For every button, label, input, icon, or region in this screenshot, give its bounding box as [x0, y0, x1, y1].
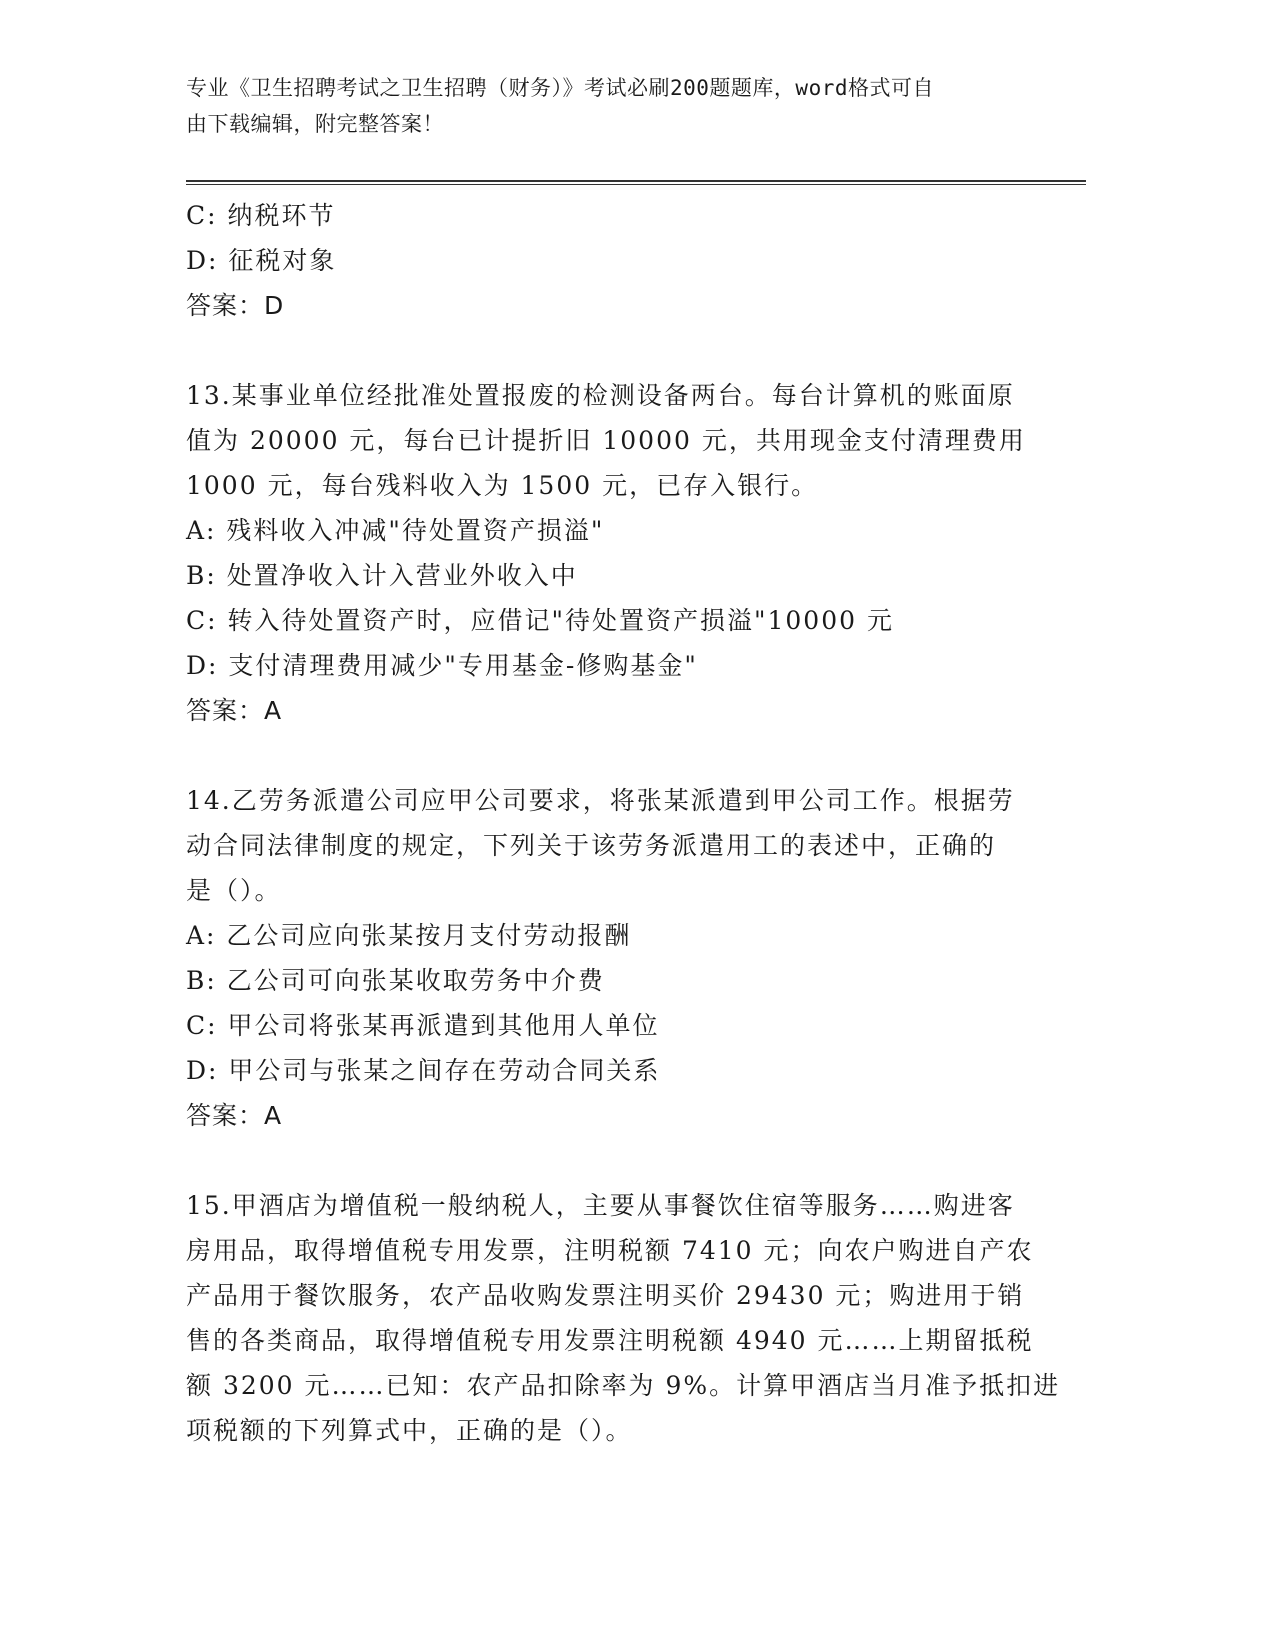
- q14-option-c: C: 甲公司将张某再派遣到其他用人单位: [186, 1011, 660, 1040]
- q13-stem-line-3: 1000 元，每台残料收入为 1500 元，已存入银行。: [186, 471, 819, 500]
- prev-answer: 答案：D: [186, 291, 285, 320]
- question-15: [186, 1183, 1086, 1453]
- q13-answer: 答案：A: [186, 696, 283, 725]
- q14-option-b: B: 乙公司可向张某收取劳务中介费: [186, 966, 605, 995]
- q13-option-d: D: 支付清理费用减少"专用基金-修购基金": [186, 651, 698, 680]
- q14-stem-line-2: 动合同法律制度的规定，下列关于该劳务派遣用工的表述中，正确的: [186, 831, 997, 860]
- question-13: [186, 373, 1086, 733]
- spacer: [186, 1138, 1086, 1183]
- q14-option-d: D: 甲公司与张某之间存在劳动合同关系: [186, 1056, 661, 1085]
- prev-option-c: C: 纳税环节: [186, 201, 336, 230]
- q15-stem-line-2: 房用品，取得增值税专用发票，注明税额 7410 元；向农户购进自产农: [186, 1236, 1034, 1265]
- q15-stem-line-4: 售的各类商品，取得增值税专用发票注明税额 4940 元……上期留抵税: [186, 1326, 1034, 1355]
- header-line-1: 专业《卫生招聘考试之卫生招聘（财务）》考试必刷200题题库，word格式可自: [186, 76, 934, 100]
- q13-stem-line-1: 13.某事业单位经批准处置报废的检测设备两台。每台计算机的账面原: [186, 381, 1015, 410]
- document-page: [186, 70, 1086, 1453]
- q14-answer: 答案：A: [186, 1101, 283, 1130]
- q15-stem-line-3: 产品用于餐饮服务，农产品收购发票注明买价 29430 元；购进用于销: [186, 1281, 1025, 1310]
- header-divider: [186, 180, 1086, 185]
- question-content: [186, 193, 1086, 1453]
- q15-stem-line-6: 项税额的下列算式中，正确的是（）。: [186, 1416, 633, 1445]
- question-14: [186, 778, 1086, 1138]
- q13-option-a: A: 残料收入冲减"待处置资产损溢": [186, 516, 605, 545]
- q15-stem-line-5: 额 3200 元……已知：农产品扣除率为 9%。计算甲酒店当月准予抵扣进: [186, 1371, 1061, 1400]
- page-header: [186, 70, 1086, 142]
- spacer: [186, 328, 1086, 373]
- q13-option-b: B: 处置净收入计入营业外收入中: [186, 561, 578, 590]
- prev-option-d: D: 征税对象: [186, 246, 337, 275]
- q14-option-a: A: 乙公司应向张某按月支付劳动报酬: [186, 921, 632, 950]
- q14-stem-line-1: 14.乙劳务派遣公司应甲公司要求，将张某派遣到甲公司工作。根据劳: [186, 786, 1015, 815]
- q14-stem-line-3: 是（）。: [186, 876, 282, 905]
- q15-stem-line-1: 15.甲酒店为增值税一般纳税人，主要从事餐饮住宿等服务……购进客: [186, 1191, 1015, 1220]
- header-line-2: 由下载编辑，附完整答案！: [186, 112, 444, 136]
- q13-option-c: C: 转入待处置资产时，应借记"待处置资产损溢"10000 元: [186, 606, 894, 635]
- spacer: [186, 733, 1086, 778]
- q13-stem-line-2: 值为 20000 元，每台已计提折旧 10000 元，共用现金支付清理费用: [186, 426, 1026, 455]
